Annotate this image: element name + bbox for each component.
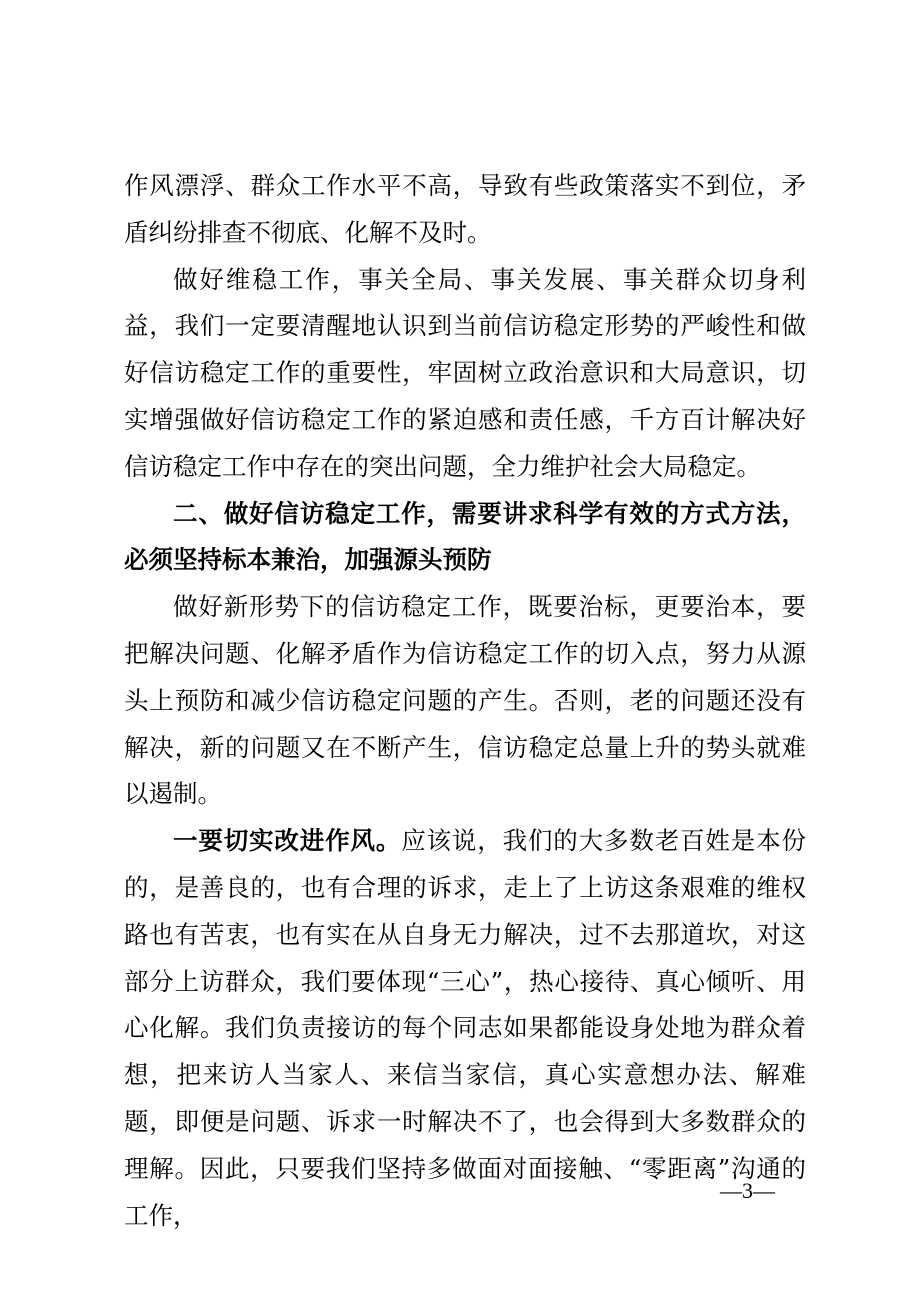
paragraph-root-prevention: 做好新形势下的信访稳定工作，既要治标，更要治本，要把解决问题、化解矛盾作为信访稳定工作的切入点，努力从源头上预防和减少信访稳定问题的产生。否则，老的问题还没有解决，新的问题又在不断产生，信访稳定总量上升的势头就难以遏制。 — [124, 592, 806, 809]
paragraph-continuation: 作风漂浮、群众工作水平不高，导致有些政策落实不到位，矛盾纠纷排查不彻底、化解不及时。 — [124, 171, 806, 247]
paragraph-improve-style — [124, 818, 806, 1239]
document-body — [124, 163, 806, 1239]
paragraph-lead-phrase: 一要切实改进作风。 — [173, 826, 402, 856]
page-number: —3— — [720, 1178, 775, 1203]
paragraph-improve-style-text: 应该说，我们的大多数老百姓是本份的，是善良的，也有合理的诉求，走上了上访这条艰难的维权路也有苦衷，也有实在从自身无力解决，过不去那道坎，对这部分上访群众，我们要体现“三心”，热心接待、真心倾听、用心化解。我们负责接访的每个同志如果都能设身处地为群众着想，把来访人当家人、来信当家信，真心实意想办法、解难题，即便是问题、诉求一时解决不了，也会得到大多数群众的理解。因此，只要我们坚持多做面对面接触、“零距离”沟通的工作， — [124, 826, 806, 1230]
paragraph-stability-importance: 做好维稳工作，事关全局、事关发展、事关群众切身利益，我们一定要清醒地认识到当前信访稳定形势的严峻性和做好信访稳定工作的重要性，牢固树立政治意识和大局意识，切实增强做好信访稳定工作的紧迫感和责任感，千方百计解决好信访稳定工作中存在的突出问题，全力维护社会大局稳定。 — [124, 264, 806, 481]
section-heading: 二、做好信访稳定工作，需要讲求科学有效的方式方法，必须坚持标本兼治，加强源头预防 — [124, 498, 806, 575]
